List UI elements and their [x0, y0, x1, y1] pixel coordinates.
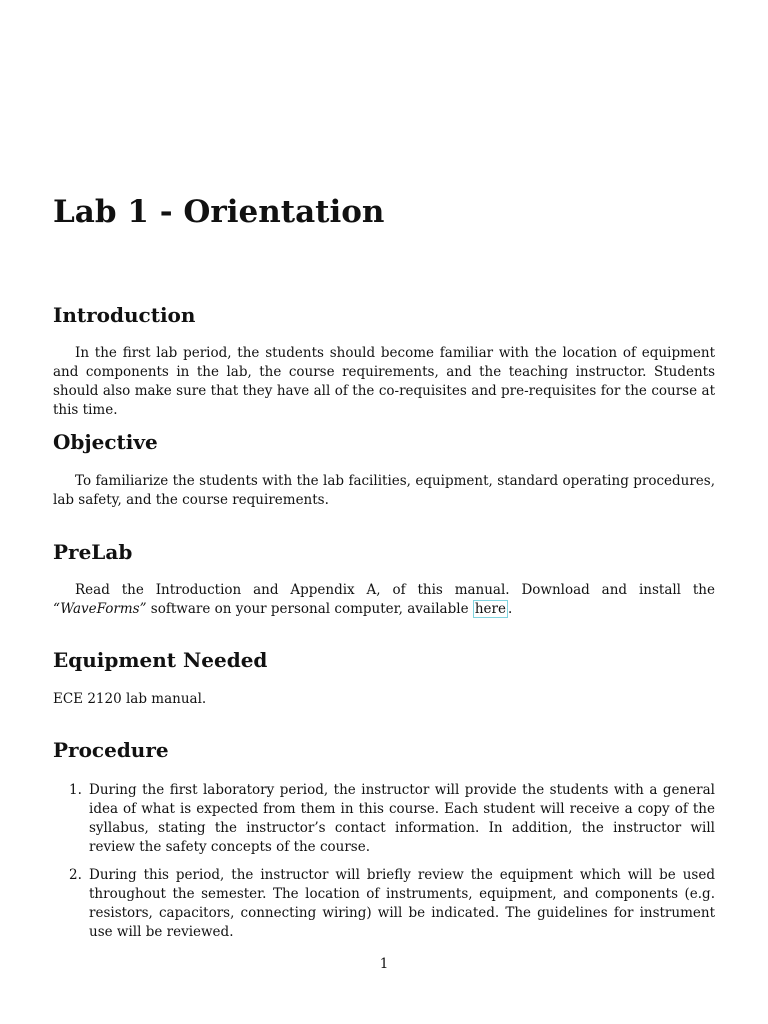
download-here-link[interactable]: here — [474, 601, 506, 617]
prelab-text-after: . — [508, 601, 513, 617]
objective-paragraph: To familiarize the students with the lab facilities, equipment, standard operating procedures, lab safety, and the course requirements. — [53, 473, 715, 508]
prelab-paragraph — [53, 581, 715, 619]
procedure-item-number: 2. — [69, 867, 82, 883]
procedure-list — [53, 781, 715, 951]
page-number: 1 — [379, 956, 389, 972]
procedure-item-number: 1. — [69, 782, 82, 798]
page-title: Lab 1 - Orientation — [53, 194, 385, 230]
prelab-text-middle: software on your personal computer, available — [146, 601, 473, 617]
objective-heading: Objective — [53, 430, 158, 454]
equipment-heading: Equipment Needed — [53, 648, 268, 672]
prelab-heading: PreLab — [53, 540, 133, 564]
document-page — [53, 0, 715, 1024]
procedure-item-text: During the first laboratory period, the instructor will provide the students with a general idea of what is expected from them in this course. Each student will receive a copy of the syllabus, stating the instructor’s contact information. In addition, the instructor will review the safety concepts of the course. — [89, 782, 715, 855]
introduction-heading: Introduction — [53, 303, 196, 327]
procedure-item — [53, 866, 715, 942]
procedure-item — [53, 781, 715, 857]
equipment-paragraph: ECE 2120 lab manual. — [53, 691, 207, 707]
procedure-item-text: During this period, the instructor will briefly review the equipment which will be used throughout the semester. The location of instruments, equipment, and components (e.g. resistors, capacitors, connecting wiring) will be indicated. The guidelines for instrument use will be reviewed. — [89, 867, 715, 940]
prelab-text-before: Read the Introduction and Appendix A, of this manual. Download and install the — [75, 582, 715, 598]
introduction-paragraph: In the first lab period, the students should become familiar with the location of equipment and components in the lab, the course requirements, and the teaching instructor. Students should also make sure that they have all of the co-requisites and pre-requisites for the course at this time. — [53, 345, 715, 418]
waveforms-software-name: “WaveForms” — [53, 601, 147, 617]
procedure-heading: Procedure — [53, 738, 169, 762]
